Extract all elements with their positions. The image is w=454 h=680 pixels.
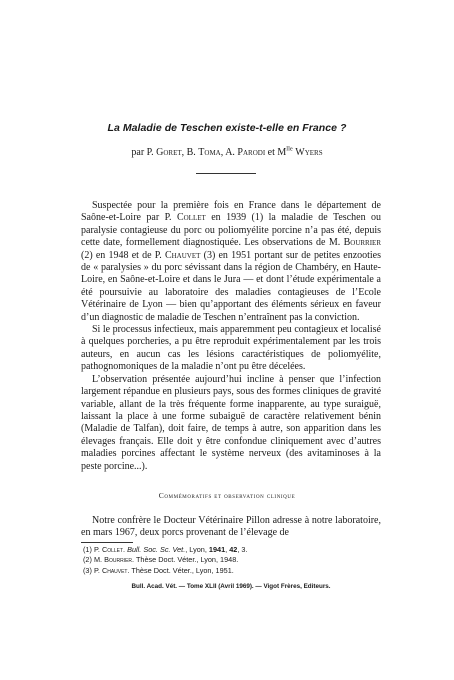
ref-chauvet: Chauvet [164, 249, 201, 261]
author-sep-1: , B. [181, 147, 196, 158]
footnotes [83, 545, 383, 576]
paragraph-1-part-d: (3) en 1951 portant sur de petites enzooties de « paralysies » du porc sévissant dans la région de Chambéry, en Haute-Loire, en Saône-et-Loire et dans le Jura — et dont l’étude expérimentale a été poursuivie au laboratoire des maladies contagieuses de l’Ecole Vétérinaire de Lyon — bien qu’apportant des éléments sérieux en faveur d’un diagnostic de maladie de Teschen n’entraînent pas la conviction. [81, 249, 382, 323]
footnote-1 [83, 545, 383, 555]
footnote-2-number: (2) M. [83, 555, 103, 565]
author-prefix: par P. [131, 147, 154, 158]
ref-collet: Collet [176, 212, 206, 224]
footnote-1-journal: Bull. Soc. Sc. Vet. [127, 545, 186, 554]
author-toma: Toma [198, 147, 221, 158]
article-title: La Maladie de Teschen existe-t-elle en France ? [107, 122, 347, 134]
footnote-1-author: Collet. [101, 545, 126, 554]
paragraph-1-part-a: Suspectée pour la première fois en France dans le département de Saône-et-Loire par P. [81, 200, 381, 224]
section-text [81, 515, 381, 540]
footnote-3 [83, 566, 383, 576]
author-wyers: Wyers [295, 147, 323, 158]
footnote-1-number: (1) P. [83, 545, 100, 554]
footnote-1-volume: 42 [229, 545, 238, 554]
page-footer: Bull. Acad. Vét. — Tome XLII (Avril 1969). — Vigot Frères, Editeurs. [131, 583, 331, 590]
footnote-divider [81, 542, 133, 543]
author-parodi: Parodi [237, 147, 266, 158]
author-line [0, 147, 454, 158]
ref-bourrier: Bourrier [343, 237, 381, 249]
author-goret: Goret [156, 147, 182, 158]
footnote-1-sep: , [225, 545, 228, 554]
paragraph-3: L’observation présentée aujourd’hui incline à penser que l’infection largement répandue en plusieurs pays, sous des formes cliniques de gravité variable, allant de la très fréquente forme inapparente, au type suraiguë, laissant la place à une forme subaiguë de caractère relativement bénin (Maladie de Talfan), doit faire, de temps à autre, son apparition dans les élevages français. Elle doit y être confondue cliniquement avec d’autres maladies porcines affectant le système nerveux (des avitaminoses à la peste porcine...). [81, 373, 382, 472]
footnote-1-page: , 3. [237, 545, 248, 554]
footnote-1-place: , Lyon, [185, 545, 207, 554]
footnote-2-author: Bourrier. [104, 555, 135, 565]
title-divider [196, 173, 256, 174]
author-sep-2: , A. [220, 147, 235, 158]
author-sep-3: et M [265, 147, 287, 158]
paragraph-4: Notre confrère le Docteur Vétérinaire Pillon adresse à notre laboratoire, en mars 1967, deux porcs provenant de l’élevage de [81, 515, 381, 539]
intro-text [81, 200, 381, 473]
author-title-sup: lle [286, 145, 293, 153]
paragraph-1-part-b: en 1939 (1) la maladie de Teschen ou paralysie contagieuse du porc ou poliomyélite porcine n’a pas été, depuis cette date, formellement diagnostiquée. Les observations de M. [81, 212, 381, 249]
footnote-3-text: Thèse Doct. Véter., Lyon, 1951. [131, 565, 234, 575]
paragraph-1-part-c: (2) en 1948 et de P. [81, 249, 162, 261]
footnote-2 [83, 555, 383, 565]
paragraph-1 [81, 200, 381, 324]
footnote-3-number: (3) P. [83, 565, 100, 575]
footnote-1-year: 1941 [208, 545, 226, 554]
section-heading: Commémoratifs et observation clinique [158, 491, 296, 500]
paragraph-2: Si le processus infectieux, mais apparemment peu contagieux et localisé à quelques porcheries, a pu être reproduit expérimentalement par les trois auteurs, en aucun cas les lésions caractéristiques de poliomyélite, pathognomoniques de la maladie n’ont pu être décelées. [81, 324, 381, 373]
footnote-2-text: Thèse Doct. Véter., Lyon, 1948. [135, 555, 239, 565]
footnote-3-author: Chauvet. [101, 565, 130, 575]
